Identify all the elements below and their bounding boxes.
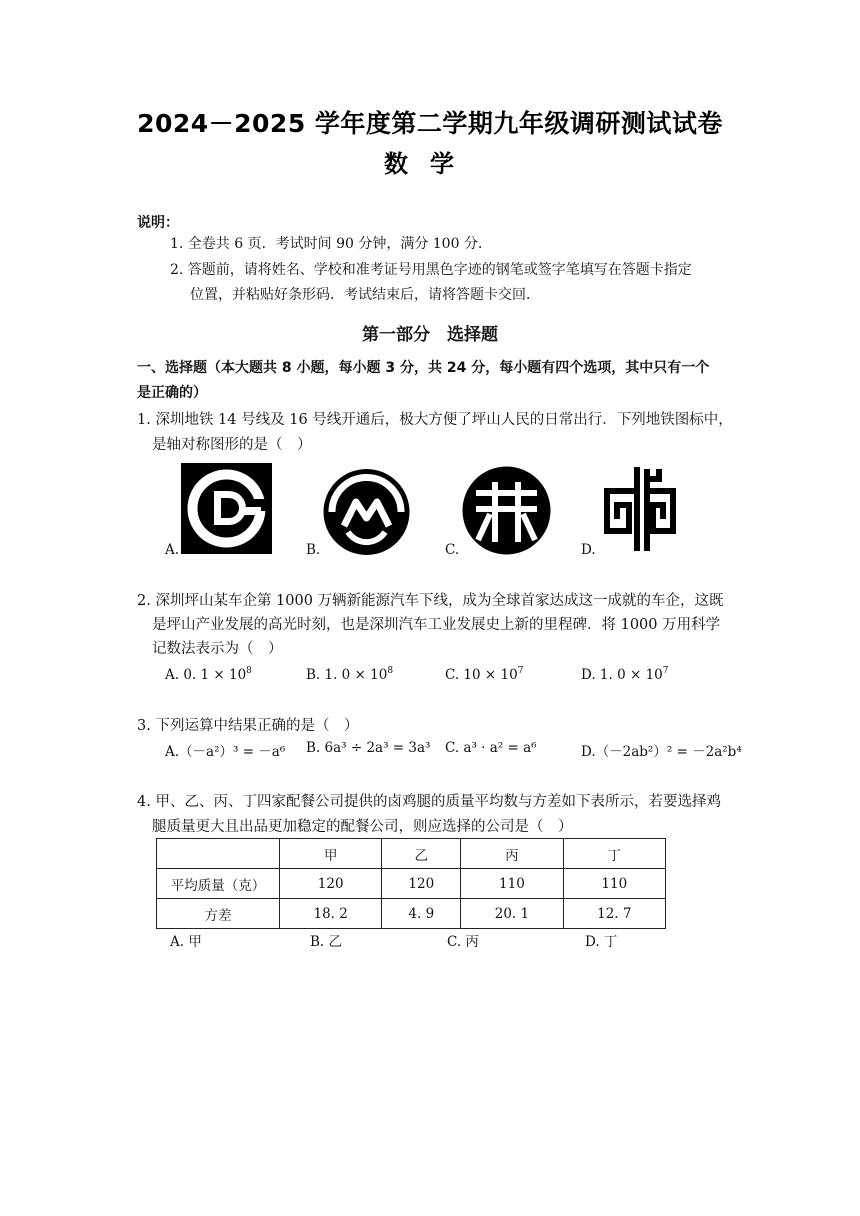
q3-option-a: A.（－a²）³ = －a⁶ [165, 744, 286, 760]
table-header-cell: 乙 [382, 839, 461, 869]
table-cell: 18. 2 [280, 899, 382, 929]
q1-label-c: C. [445, 542, 460, 558]
question-4-line2: 腿质量更大且出品更加稳定的配餐公司，则应选择的公司是（ ） [152, 819, 573, 835]
part-title: 第一部分 选择题 [362, 325, 498, 345]
q4-option-c: C. 丙 [447, 934, 479, 950]
table-cell: 方差 [157, 899, 280, 929]
table-header-cell: 甲 [280, 839, 382, 869]
question-4-line1: 4. 甲、乙、丙、丁四家配餐公司提供的卤鸡腿的质量平均数与方差如下表所示，若要选择鸡 [137, 794, 721, 810]
q4-option-a: A. 甲 [170, 934, 202, 950]
q1-label-b: B. [306, 542, 321, 558]
question-1-line2: 是轴对称图形的是（ ） [152, 437, 312, 453]
q1-label-a: A. [165, 542, 180, 558]
note-item-2: 2. 答题前，请将姓名、学校和准考证号用黑色字迹的钢笔或签字笔填写在答题卡指定 [170, 262, 692, 278]
table-cell: 110 [563, 869, 665, 899]
q3-option-b: B. 6a³ ÷ 2a³ = 3a³ [306, 740, 431, 756]
metro-logo-d [603, 465, 677, 555]
metro-logo-c [462, 466, 551, 555]
q4-option-b: B. 乙 [310, 934, 343, 950]
table-cell: 4. 9 [382, 899, 461, 929]
q2-option-d: D. 1. $0 \times 10^7$ [581, 666, 669, 683]
table-header-cell [157, 839, 280, 869]
q1-label-d: D. [581, 542, 596, 558]
section-heading-line1: 一、选择题（本大题共 8 小题，每小题 3 分，共 24 分，每小题有四个选项，其中只有一个 [137, 360, 710, 376]
question-2-line1: 2. 深圳坪山某车企第 1000 万辆新能源汽车下线，成为全球首家达成这一成就的车企，这既 [137, 593, 724, 609]
q4-option-d: D. 丁 [585, 934, 618, 950]
notes-heading: 说明： [137, 215, 179, 231]
table-cell: 12. 7 [563, 899, 665, 929]
table-cell: 120 [382, 869, 461, 899]
q2-option-b: B. 1. $0 \times 10^8$ [306, 666, 394, 683]
question-2-line3: 记数法表示为（ ） [152, 641, 283, 657]
table-header-cell: 丙 [461, 839, 563, 869]
q2-option-a: A. 0. $1 \times 10^8$ [165, 666, 252, 683]
q3-option-d: D.（－2ab²）² = －2a²b⁴ [581, 744, 742, 760]
question-3-stem: 3. 下列运算中结果正确的是（ ） [137, 718, 359, 734]
q4-data-table [156, 838, 666, 929]
table-row [157, 899, 666, 929]
q3-option-c: C. a³ · a² = a⁶ [445, 740, 537, 756]
table-header-row [157, 839, 666, 869]
table-cell: 120 [280, 869, 382, 899]
section-heading-line2: 是正确的） [137, 385, 207, 401]
table-cell: 平均质量（克） [157, 869, 280, 899]
question-2-line2: 是坪山产业发展的高光时刻，也是深圳汽车工业发展史上新的里程碑．将 1000 万用科学 [152, 617, 721, 633]
note-item-1: 1. 全卷共 6 页．考试时间 90 分钟，满分 100 分． [170, 236, 492, 252]
metro-logo-a [181, 463, 272, 554]
metro-logo-b [322, 468, 411, 556]
subject-title: 数学 [384, 150, 476, 178]
q2-option-c: C. $10 \times 10^7$ [445, 666, 524, 683]
table-cell: 110 [461, 869, 563, 899]
table-header-cell: 丁 [563, 839, 665, 869]
note-item-3: 位置，并粘贴好条形码．考试结束后，请将答题卡交回． [190, 287, 540, 303]
table-cell: 20. 1 [461, 899, 563, 929]
question-1-line1: 1. 深圳地铁 14 号线及 16 号线开通后，极大方便了坪山人民的日常出行．下列地铁图标中， [137, 412, 733, 428]
table-row [157, 869, 666, 899]
exam-title: 2024－2025 学年度第二学期九年级调研测试试卷 [137, 109, 723, 138]
